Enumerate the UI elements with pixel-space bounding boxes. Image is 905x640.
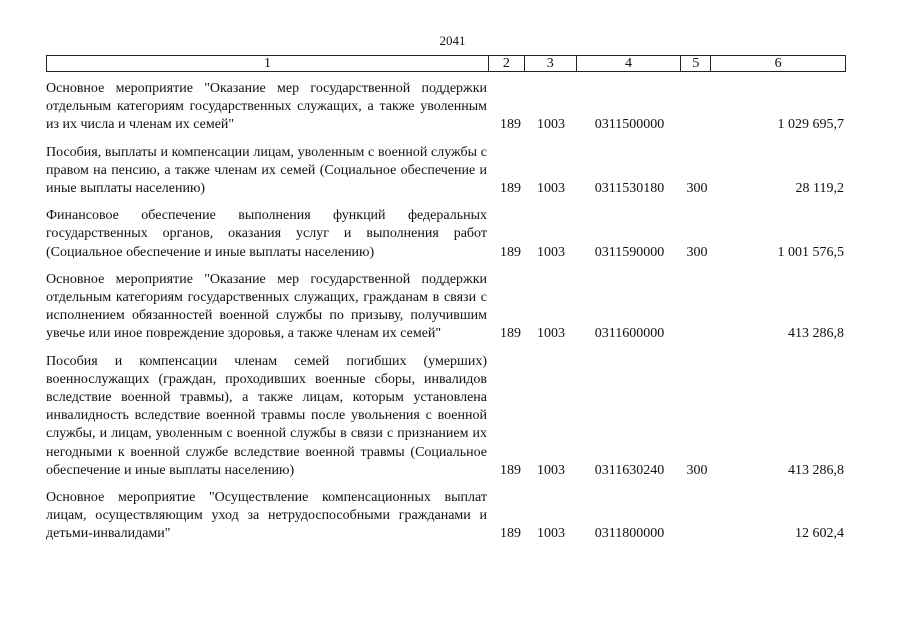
row-col-4: 0311800000 [594,526,665,542]
row-col-4: 0311600000 [594,326,665,342]
row-col-3: 1003 [537,526,565,542]
table-row [46,271,846,344]
row-col-2: 189 [500,117,521,133]
header-col-1: 1 [47,56,489,71]
row-description: Финансовое обеспечение выполнения функций федеральных государственных органов, оказания услуг и выполнения работ (Социальное обеспечение и иные выплаты населению) [46,208,487,260]
row-description: Пособия, выплаты и компенсации лицам, уволенным с военной службы с правом на пенсию, а также членам их семей (Социальное обеспечение и иные выплаты населению) [46,144,487,197]
row-col-5: 300 [686,181,708,197]
table-body [46,80,846,553]
row-col-2: 189 [500,462,521,478]
row-col-3: 1003 [537,181,565,197]
row-col-2: 189 [500,326,521,342]
row-col-4: 0311530180 [594,181,665,197]
row-col-2: 189 [500,526,521,542]
row-col-2: 189 [500,244,521,260]
row-col-6: 12 602,4 [795,526,844,542]
header-col-3: 3 [525,56,577,71]
row-description: Пособия и компенсации членам семей погибших (умерших) военнослужащих (граждан, проходивших военные сборы, инвалидов вследствие военной травмы), а также лицам, которым установлена инвалидность вследствие военной травмы после увольнения с военной службы, и лицам, уволенным с военной службы в связи с признанием их негодными к военной службе вследствие военной травмы (Социальное обеспечение и иные выплаты населению) [46,353,487,478]
row-col-3: 1003 [537,244,565,260]
header-col-4: 4 [577,56,682,71]
row-col-6: 1 029 695,7 [777,117,844,133]
header-col-2: 2 [489,56,525,71]
row-col-5: 300 [686,244,708,260]
row-col-6: 28 119,2 [795,181,844,197]
page-number: 2041 [439,33,466,48]
row-col-3: 1003 [537,326,565,342]
table-row [46,80,846,135]
row-col-4: 0311630240 [594,462,665,478]
table-row [46,207,846,262]
table-header [46,55,846,72]
header-col-6: 6 [774,55,782,71]
row-col-6: 413 286,8 [788,326,844,342]
table-row [46,489,846,544]
row-col-2: 189 [500,181,521,197]
table-row [46,353,846,480]
row-col-3: 1003 [537,117,565,133]
row-col-6: 413 286,8 [788,462,844,478]
row-col-3: 1003 [537,462,565,478]
row-description: Основное мероприятие "Оказание мер государственной поддержки отдельным категориям государственных служащих, а также уволенным из их числа и членам их семей" [46,81,487,133]
row-col-6: 1 001 576,5 [777,244,844,260]
row-col-4: 0311500000 [594,117,665,133]
row-col-4: 0311590000 [594,244,665,260]
header-col-5: 5 [681,56,711,71]
table-row [46,144,846,199]
row-description: Основное мероприятие "Оказание мер государственной поддержки отдельным категориям государственных служащих, гражданам в связи с исполнением обязанностей военной службы по призыву, получившим увечье или иное повреждение здоровья, а также членам их семей" [46,271,487,342]
row-description: Основное мероприятие "Осуществление компенсационных выплат лицам, осуществляющим уход за нетрудоспособными гражданами и детьми-инвалидами" [46,490,487,542]
row-col-5: 300 [686,462,708,478]
